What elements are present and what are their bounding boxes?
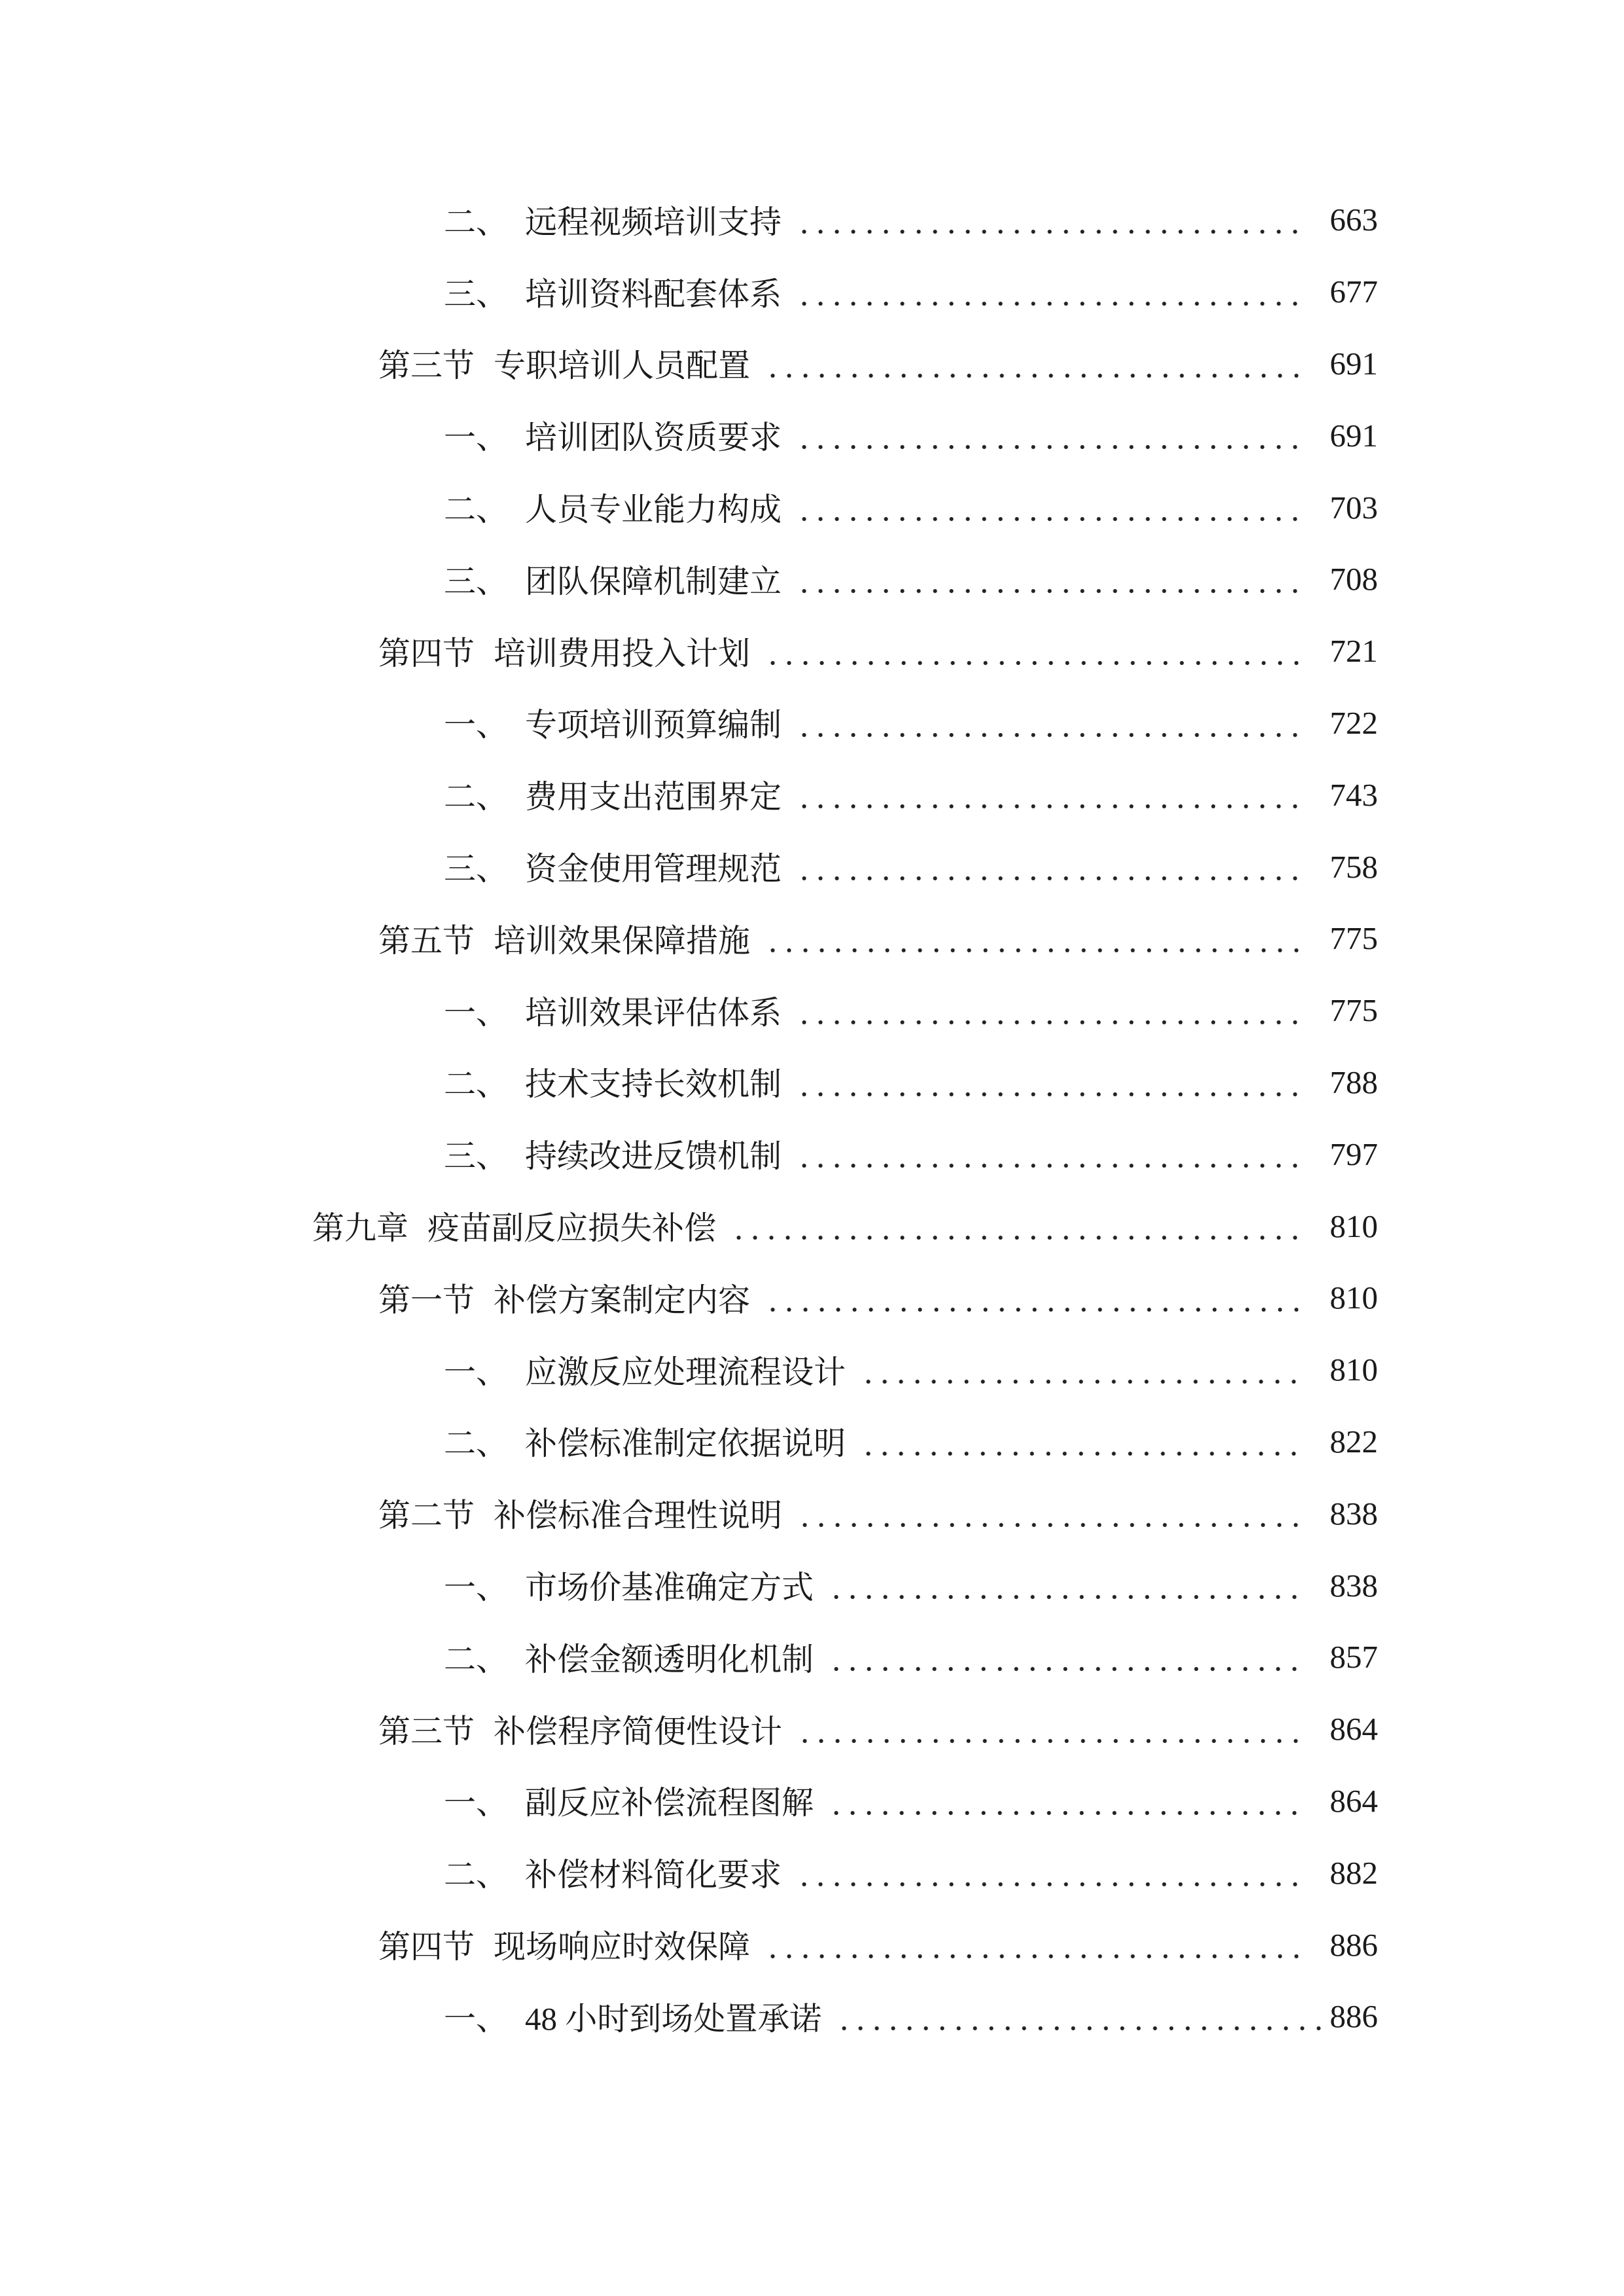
dot-leader [793,687,1306,759]
toc-entry-label: 三、 [444,563,509,600]
toc-entry-page: 864 [1329,1782,1378,1819]
toc-entry-label: 一、 [444,1354,509,1390]
toc-chapter-entry [0,1190,1378,1262]
dot-leader [762,1262,1306,1334]
toc-entry-label: 二、 [444,1066,509,1103]
dot-leader [728,1190,1306,1262]
toc-entry [0,1406,1378,1478]
toc-entry [0,471,1378,543]
toc-entry-title: 专项培训预算编制 [525,707,782,744]
dot-leader [762,903,1306,975]
toc-entry-label: 一、 [444,1570,509,1606]
toc-entry-page: 743 [1329,776,1378,813]
toc-section-title: 补偿方案制定内容 [494,1282,751,1318]
toc-entry [0,1334,1378,1406]
toc-entry [0,184,1378,256]
toc-entry-title: 团队保障机制建立 [525,563,782,600]
toc-entry-title: 补偿材料简化要求 [525,1857,782,1893]
toc-entry-page: 822 [1329,1423,1378,1460]
toc-entry-label: 二、 [444,204,509,240]
toc-section-title: 培训效果保障措施 [494,922,751,959]
toc-entry-page: 775 [1329,920,1378,957]
toc-entry-page: 775 [1329,992,1378,1029]
toc-entry-page: 758 [1329,848,1378,885]
dot-leader [793,256,1306,328]
toc-section-label: 第一节 [378,1282,475,1318]
toc-section-label: 第四节 [378,635,475,672]
toc-chapter-title: 疫苗副反应损失补偿 [427,1210,717,1247]
toc-chapter-label: 第九章 [312,1210,409,1247]
toc-section-entry [0,1262,1378,1334]
toc-entry [0,399,1378,471]
dot-leader [833,1981,1324,2053]
dot-leader [793,1118,1306,1190]
toc-entry-title: 培训团队资质要求 [525,420,782,456]
dot-leader [793,543,1306,615]
toc-entry-page: 838 [1329,1495,1378,1532]
toc-section-entry [0,1693,1378,1765]
dot-leader [762,1909,1306,1981]
toc-entry-page: 691 [1329,345,1378,382]
toc-entry-title: 人员专业能力构成 [525,492,782,528]
toc-section-entry [0,1477,1378,1549]
toc-entry-page: 788 [1329,1064,1378,1100]
toc-entry-page: 722 [1329,704,1378,741]
toc-entry [0,1549,1378,1621]
toc-entry-page: 810 [1329,1208,1378,1244]
toc-entry-page: 886 [1329,1998,1378,2035]
dot-leader [794,1693,1306,1765]
toc-entry-label: 一、 [444,1785,509,1821]
toc-entry-title: 远程视频培训支持 [525,204,782,240]
dot-leader [762,328,1306,400]
toc-entry-page: 721 [1329,633,1378,670]
toc-entry [0,1981,1378,2053]
dot-leader [793,399,1306,471]
toc-entry-page: 857 [1329,1639,1378,1676]
toc-entry [0,1621,1378,1693]
dot-leader [793,975,1306,1047]
toc-entry-page: 864 [1329,1711,1378,1748]
dot-leader [793,831,1306,903]
dot-leader [793,1047,1306,1119]
toc-entry-title: 技术支持长效机制 [525,1066,782,1103]
toc-entry [0,687,1378,759]
toc-entry-title: 培训效果评估体系 [525,994,782,1031]
toc-entry-label: 二、 [444,1641,509,1677]
dot-leader [793,184,1306,256]
toc-entry-page: 677 [1329,274,1378,310]
toc-entry-label: 二、 [444,1857,509,1893]
toc-section-title: 现场响应时效保障 [494,1929,751,1965]
toc-entry-label: 三、 [444,1138,509,1175]
toc-entry-title: 持续改进反馈机制 [525,1138,782,1175]
toc-entry-page: 838 [1329,1567,1378,1604]
toc-section-label: 第四节 [378,1929,475,1965]
toc-entry-title: 补偿标准制定依据说明 [525,1426,846,1462]
toc-entry-title: 应激反应处理流程设计 [525,1354,846,1390]
toc-entry-label: 一、 [444,420,509,456]
toc-entry-page: 810 [1329,1352,1378,1388]
toc-entry-label: 一、 [444,994,509,1031]
toc-entry-title: 副反应补偿流程图解 [525,1785,814,1821]
toc-entry-label: 一、 [444,2000,509,2037]
toc-entry [0,759,1378,831]
toc-entry [0,1118,1378,1190]
toc-entry-page: 886 [1329,1926,1378,1963]
toc-entry-title: 补偿金额透明化机制 [525,1641,814,1677]
toc-entry-title: 市场价基准确定方式 [525,1570,814,1606]
toc-entry-label: 二、 [444,1426,509,1462]
toc-section-title: 补偿程序简便性设计 [494,1713,783,1749]
toc-section-entry [0,615,1378,687]
toc-section-entry [0,1909,1378,1981]
dot-leader [825,1765,1306,1837]
dot-leader [825,1549,1306,1621]
toc-entry-page: 663 [1329,202,1378,238]
toc-entry-title: 培训资料配套体系 [525,276,782,312]
toc-section-label: 第三节 [378,1713,475,1749]
toc-entry-label: 一、 [444,707,509,744]
toc-entry [0,543,1378,615]
toc-entry-label: 三、 [444,276,509,312]
toc-entry-page: 691 [1329,417,1378,454]
toc-section-title: 培训费用投入计划 [494,635,751,672]
dot-leader [793,471,1306,543]
toc-entry [0,1765,1378,1837]
toc-entry [0,975,1378,1047]
toc-entry-label: 三、 [444,851,509,888]
dot-leader [793,1837,1306,1909]
toc-entry-title: 费用支出范围界定 [525,779,782,816]
toc-entry-label: 二、 [444,492,509,528]
toc-entry-page: 703 [1329,489,1378,526]
dot-leader [825,1621,1306,1693]
toc-entry [0,256,1378,328]
dot-leader [793,759,1306,831]
toc-entry [0,831,1378,903]
toc-entry-page: 797 [1329,1136,1378,1172]
toc-section-entry [0,903,1378,975]
toc-entry-page: 708 [1329,561,1378,598]
toc-entry [0,1047,1378,1119]
toc-entry-title: 48 小时到场处置承诺 [525,2000,822,2037]
dot-leader [794,1477,1306,1549]
toc-entry-page: 810 [1329,1280,1378,1316]
dot-leader [762,615,1306,687]
toc-section-title: 补偿标准合理性说明 [494,1498,783,1534]
toc-section-label: 第三节 [378,348,475,384]
toc-entry-title: 资金使用管理规范 [525,851,782,888]
dot-leader [857,1406,1306,1478]
toc-section-label: 第二节 [378,1498,475,1534]
toc-entry [0,1837,1378,1909]
toc-section-title: 专职培训人员配置 [494,348,751,384]
toc-section-entry [0,328,1378,400]
dot-leader [857,1334,1306,1406]
toc-section-label: 第五节 [378,922,475,959]
toc-entry-page: 882 [1329,1854,1378,1891]
toc-entry-label: 二、 [444,779,509,816]
table-of-contents [0,184,1378,2053]
